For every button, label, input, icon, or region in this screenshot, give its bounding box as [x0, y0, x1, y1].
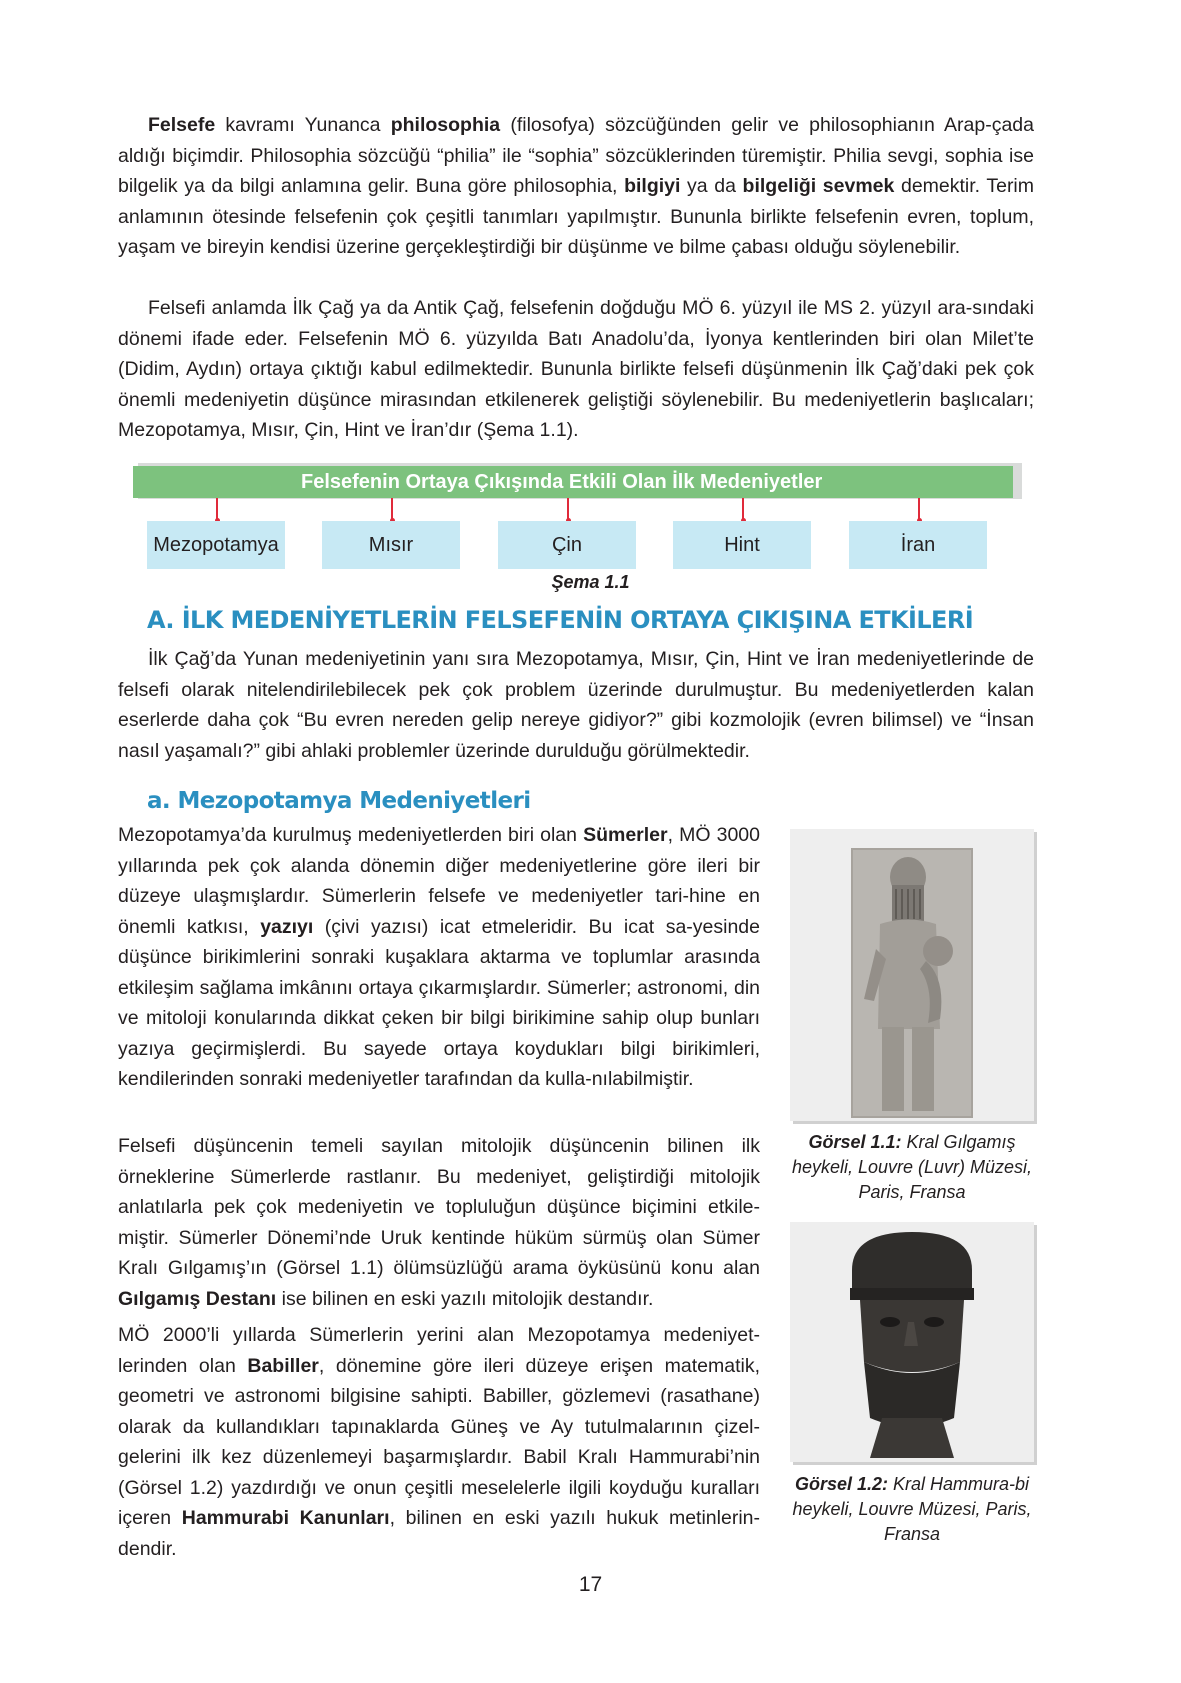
section-a-paragraph	[118, 644, 1034, 766]
text-run: , bilinen en eski yazılı hukuk metinlerin-dendir.	[118, 1507, 760, 1560]
term-yaziyi: yazıyı	[260, 915, 314, 938]
term-gilgamis-destani: Gılgamış Destanı	[118, 1287, 277, 1310]
term-bilgiyi: bilgiyi	[624, 175, 681, 197]
term-sumerler: Sümerler	[583, 824, 668, 846]
schema-title: Felsefenin Ortaya Çıkışında Etkili Olan İlk Medeniyetler	[301, 471, 823, 493]
term-philosophia: philosophia	[390, 114, 501, 136]
schema-box-iran: İran	[849, 521, 987, 569]
paragraph-antik-cag	[118, 293, 1034, 446]
text-run: , dönemine göre ileri düzeye erişen matematik, geometri ve astronomi bilgisine sahipti. Babiller, gözlemevi (rasathane) olarak da kullandıkları tapınaklarda Güneş ve Ay tutulmalarının çizel-gelerini ilk kez düzenlemeyi başarmışlardır. Babil Kralı Hammurabi’nin (Görsel 1.2) yazdırdığı ve onun çeşitli meselelerle ilgili koyduğu kuralları içeren	[118, 1354, 760, 1529]
paragraph-sumerler	[118, 820, 760, 1095]
text-run: kavramı Yunanca	[215, 114, 391, 136]
text-run: İlk Çağ’da Yunan medeniyetinin yanı sıra Mezopotamya, Mısır, Çin, Hint ve İran medeniyetlerinde de felsefi olarak nitelendirilebilecek pek çok problem üzerinde durulmuştur. Bu medeniyetlerden kalan eserlerde daha çok “Bu evren nereden gelip nereye gidiyor?” gibi kozmolojik (evren bilimsel) ve “İnsan nasıl yaşamalı?” gibi ahlaki problemler üzerinde durulduğu görülmektedir.	[118, 648, 1034, 762]
schema-caption: Şema 1.1	[551, 572, 630, 592]
text-run: Mezopotamya’da kurulmuş medeniyetlerden biri olan	[118, 824, 584, 846]
text-run: , MÖ 3000 yıllarında pek çok alanda dönemin diğer medeniyetlerine göre ileri bir düzeye ulaşmışlardır. Sümerlerin felsefe ve medeniyetler tari-hine en önemli katkısı,	[118, 824, 760, 938]
schema-box-mezopotamya: Mezopotamya	[147, 521, 285, 569]
hammurabi-statue-image	[790, 1222, 1034, 1462]
text-run: MÖ 2000’li yıllarda Sümerlerin yerini alan Mezopotamya medeniyet-lerinden olan	[118, 1324, 760, 1377]
paragraph-mitoloji	[118, 1131, 760, 1314]
figure-2-caption	[784, 1472, 1040, 1547]
text-run: ise bilinen en eski yazılı mitolojik destandır.	[276, 1287, 654, 1310]
text-run: Felsefi düşüncenin temeli sayılan mitolojik düşüncenin bilinen ilk örneklerine Sümerlerde rastlanır. Bu medeniyet, geliştirdiği mitolojik anlatılarla pek çok medeniyetin ve topluluğun düşünce biçimini etkile-miştir. Sümerler Dönemi’nde Uruk kentinde hüküm sürmüş olan Sümer Kralı Gılgamış’ın (Görsel 1.1) ölümsüzlüğü arama öyküsünü konu alan	[118, 1135, 760, 1279]
section-a-heading: A. İLK MEDENİYETLERİN FELSEFENİN ORTAYA ÇIKIŞINA ETKİLERİ	[147, 606, 974, 634]
intro-paragraph	[118, 110, 1034, 263]
figure-label: Görsel 1.2:	[794, 1474, 888, 1494]
figure-label: Görsel 1.1:	[808, 1132, 902, 1152]
subsection-a-heading: a. Mezopotamya Medeniyetleri	[147, 788, 531, 814]
term-felsefe: Felsefe	[148, 114, 216, 136]
schema-title-bar	[133, 466, 1013, 498]
term-hammurabi-kanunlari: Hammurabi Kanunları	[181, 1507, 390, 1529]
statue-illustration-icon	[790, 829, 1034, 1121]
text-run: (filosofya) sözcüğünden gelir ve philosophianın Arap-çada aldığı biçimdir. Philosophia sözcüğü “philia” ile “sophia” sözcüklerinden türemiştir. Philia sevgi, sophia ise bilgelik ya da bilgi anlamına gelir. Buna göre philosophia,	[118, 114, 1034, 197]
schema-box-misir: Mısır	[322, 521, 460, 569]
text-run: ya da	[680, 175, 743, 197]
figure-caption-text: Kral Gılgamış heykeli, Louvre (Luvr) Müzesi, Paris, Fransa	[791, 1132, 1033, 1202]
paragraph-babiller	[118, 1320, 760, 1564]
figure-caption-text: Kral Hammura-bi heykeli, Louvre Müzesi, Paris, Fransa	[792, 1474, 1032, 1544]
schema-box-hint: Hint	[673, 521, 811, 569]
term-bilgeligi-sevmek: bilgeliği sevmek	[742, 175, 895, 197]
schema-box-cin: Çin	[498, 521, 636, 569]
gilgamis-statue-image	[790, 829, 1034, 1121]
text-run: (çivi yazısı) icat etmeleridir. Bu icat sa-yesinde düşünce birikimlerini sonraki kuşaklara aktarma ve toplumlar arasında etkileşim sağlama imkânını ortaya çıkarmışlardır. Sümerler; astronomi, din ve mitoloji konularında dikkat çeken bir bilgi birikimine sahip olup bunları yazıya geçirmişlerdi. Bu sayede ortaya koydukları bilgi birikimleri, kendilerinden sonraki medeniyetler tarafından da kulla-nılabilmiştir.	[118, 915, 761, 1090]
figure-1-caption	[790, 1130, 1034, 1205]
term-babiller: Babiller	[247, 1354, 319, 1377]
text-run: Felsefi anlamda İlk Çağ ya da Antik Çağ, felsefenin doğduğu MÖ 6. yüzyıl ile MS 2. yüzyıl ara-sındaki dönemi ifade eder. Felsefenin MÖ 6. yüzyılda Batı Anadolu’da, İyonya kentlerinden biri olan Milet’te (Didim, Aydın) ortaya çıktığı kabul edilmektedir. Bununla birlikte felsefi düşünmenin İlk Çağ’daki pek çok önemli medeniyetin düşünce mirasından etkilenerek geliştiği söylenebilir. Bu medeniyetlerin başlıcaları; Mezopotamya, Mısır, Çin, Hint ve İran’dır (Şema 1.1).	[118, 297, 1034, 441]
page-number: 17	[578, 1573, 603, 1596]
text-run: demektir. Terim anlamının ötesinde felsefenin çok çeşitli tanımları yapılmıştır. Bununla birlikte felsefenin evren, toplum, yaşam ve bireyin kendisi üzerine gerçekleştirdiği bir düşünme ve bilme çabası olduğu söylenebilir.	[118, 175, 1035, 258]
bust-illustration-icon	[790, 1222, 1034, 1462]
